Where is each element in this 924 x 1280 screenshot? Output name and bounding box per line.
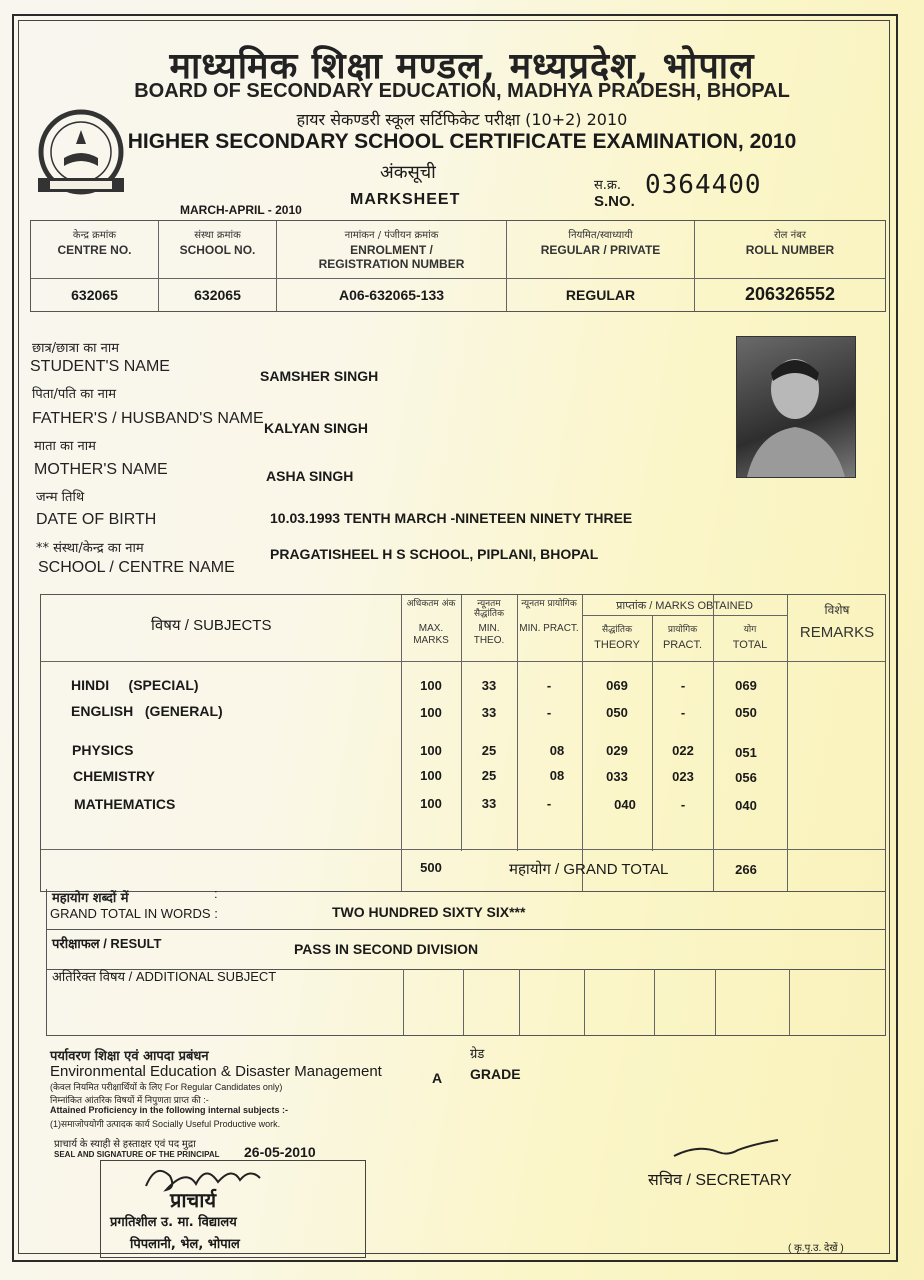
words-colon: : bbox=[214, 886, 218, 901]
additional-subject-label: अतिरिक्त विषय / ADDITIONAL SUBJECT bbox=[52, 969, 277, 984]
total-marks: 069 bbox=[735, 678, 757, 693]
evs-grade: A bbox=[432, 1070, 443, 1086]
practical-marks: 022 bbox=[672, 743, 694, 758]
field-label-hindi: नियमित/स्वाध्यायी bbox=[568, 230, 633, 241]
principal-stamp-school: प्रगतिशील उ. मा. विद्यालय bbox=[110, 1215, 237, 1230]
field-label: SCHOOL NO. bbox=[179, 243, 256, 257]
total-marks: 051 bbox=[735, 745, 757, 760]
evs-label: Environmental Education & Disaster Management bbox=[50, 1063, 382, 1080]
serial-label-hindi: स.क्र. bbox=[594, 178, 622, 193]
min-pract-header-hindi: न्यूनतम प्रायोगिक bbox=[521, 599, 577, 609]
principal-stamp-title: प्राचार्य bbox=[170, 1188, 217, 1212]
min-theory: 25 bbox=[481, 768, 497, 783]
grand-total-value: 266 bbox=[735, 862, 757, 877]
theory-header-hindi: सैद्धांतिक bbox=[602, 625, 632, 635]
student-name: SAMSHER SINGH bbox=[260, 368, 379, 384]
pract-header: PRACT. bbox=[662, 639, 703, 651]
field-label-hindi: नामांकन / पंजीयन क्रमांक bbox=[344, 230, 439, 241]
grand-total-max: 500 bbox=[420, 860, 442, 875]
theory-marks: 029 bbox=[606, 743, 628, 758]
min-practical: 08 bbox=[549, 768, 565, 783]
regular-private-cell bbox=[507, 221, 695, 311]
principal-date: 26-05-2010 bbox=[244, 1144, 316, 1160]
total-header: TOTAL bbox=[732, 639, 768, 651]
board-title-hindi: माध्यमिक शिक्षा मण्डल, मध्यप्रदेश, भोपाल bbox=[169, 45, 755, 87]
serial-number: 0364400 bbox=[645, 170, 762, 200]
practical-marks: - bbox=[680, 797, 686, 812]
field-label: CENTRE NO. bbox=[57, 243, 132, 257]
min-theory: 33 bbox=[481, 678, 497, 693]
evs-label-hindi: पर्यावरण शिक्षा एवं आपदा प्रबंधन bbox=[50, 1049, 209, 1064]
total-marks: 056 bbox=[735, 770, 757, 785]
mother-name: ASHA SINGH bbox=[266, 468, 354, 484]
min-theory: 33 bbox=[481, 705, 497, 720]
grand-total-label: महायोग / GRAND TOTAL bbox=[509, 861, 669, 878]
roll-number-cell bbox=[695, 221, 885, 311]
max-marks: 100 bbox=[420, 705, 442, 720]
theory-marks: 040 bbox=[614, 797, 636, 812]
grade-label: GRADE bbox=[470, 1066, 521, 1082]
field-value: 632065 bbox=[71, 287, 118, 303]
practical-marks: - bbox=[680, 678, 686, 693]
dob-label: DATE OF BIRTH bbox=[36, 511, 157, 528]
subject-name: PHYSICS bbox=[72, 742, 134, 758]
min-practical: - bbox=[546, 796, 552, 811]
field-label-hindi: संस्था क्रमांक bbox=[194, 230, 241, 241]
pract-header-hindi: प्रायोगिक bbox=[667, 625, 698, 635]
total-marks: 050 bbox=[735, 705, 757, 720]
principal-seal-label-hindi: प्राचार्य के स्याही से हस्ताक्षर एवं पद मुद्रा bbox=[54, 1139, 196, 1150]
max-marks: 100 bbox=[420, 796, 442, 811]
remarks-header: REMARKS bbox=[799, 624, 875, 641]
subject-name: MATHEMATICS bbox=[74, 796, 176, 812]
marksheet-title-hindi: अंकसूची bbox=[380, 162, 436, 183]
min-theo-header-hindi: न्यूनतम सैद्धांतिक bbox=[474, 599, 504, 619]
school-name: PRAGATISHEEL H S SCHOOL, PIPLANI, BHOPAL bbox=[270, 546, 599, 562]
subject-name: ENGLISH (GENERAL) bbox=[71, 703, 223, 719]
student-name-label: STUDENT'S NAME bbox=[30, 358, 170, 375]
theory-header: THEORY bbox=[594, 639, 640, 651]
max-marks: 100 bbox=[420, 743, 442, 758]
min-theo-header: MIN. THEO. bbox=[473, 623, 505, 646]
marks-obtained-header: प्राप्तांक / MARKS OBTAINED bbox=[616, 600, 753, 612]
school-name-label: SCHOOL / CENTRE NAME bbox=[38, 559, 235, 576]
marksheet-title-english: MARKSHEET bbox=[350, 191, 461, 208]
field-label: ENROLMENT / REGISTRATION NUMBER bbox=[318, 243, 465, 271]
remarks-header-hindi: विशेष bbox=[824, 603, 850, 617]
total-header-hindi: योग bbox=[743, 625, 757, 635]
field-label: REGULAR / PRIVATE bbox=[540, 243, 661, 257]
centre-no-cell bbox=[31, 221, 159, 311]
mother-name-label-hindi: माता का नाम bbox=[34, 439, 96, 454]
max-header: MAX. MARKS bbox=[413, 623, 449, 646]
min-pract-header: MIN. PRACT. bbox=[519, 623, 579, 634]
field-label-hindi: केन्द्र क्रमांक bbox=[72, 230, 117, 241]
marks-table bbox=[40, 594, 886, 892]
footer-note: ( कृ.पृ.उ. देखें ) bbox=[788, 1243, 844, 1254]
evs-note-supw: (1)समाजोपयोगी उत्पादक कार्य Socially Useful Productive work. bbox=[50, 1119, 281, 1129]
evs-note-hindi: निम्नांकित आंतरिक विषयों में निपुणता प्राप्त की :- bbox=[50, 1095, 209, 1105]
result-label: परीक्षाफल / RESULT bbox=[52, 936, 162, 951]
theory-marks: 069 bbox=[606, 678, 628, 693]
exam-title-hindi: हायर सेकण्डरी स्कूल सर्टिफिकेट परीक्षा (10+2) 2010 bbox=[296, 110, 628, 129]
board-title-english: BOARD OF SECONDARY EDUCATION, MADHYA PRADESH, BHOPAL bbox=[134, 80, 790, 102]
student-photo bbox=[736, 336, 856, 478]
principal-stamp-place: पिपलानी, भेल, भोपाल bbox=[130, 1237, 240, 1252]
min-theory: 25 bbox=[481, 743, 497, 758]
grand-total-words: TWO HUNDRED SIXTY SIX*** bbox=[332, 904, 526, 920]
secretary-label: सचिव / SECRETARY bbox=[648, 1172, 792, 1189]
secretary-signature-icon bbox=[668, 1136, 788, 1166]
student-name-label-hindi: छात्र/छात्रा का नाम bbox=[32, 341, 120, 356]
min-practical: 08 bbox=[549, 743, 565, 758]
words-label-hindi: महायोग शब्दों में bbox=[52, 891, 129, 906]
words-label: GRAND TOTAL IN WORDS : bbox=[50, 906, 218, 921]
max-header-hindi: अधिकतम अंक bbox=[406, 599, 456, 609]
total-marks: 040 bbox=[735, 798, 757, 813]
field-value: A06-632065-133 bbox=[338, 287, 445, 303]
school-no-cell bbox=[159, 221, 277, 311]
principal-seal-label: SEAL AND SIGNATURE OF THE PRINCIPAL bbox=[54, 1150, 220, 1159]
theory-marks: 033 bbox=[606, 769, 628, 784]
min-theory: 33 bbox=[481, 796, 497, 811]
theory-marks: 050 bbox=[606, 705, 628, 720]
mother-name-label: MOTHER'S NAME bbox=[34, 461, 168, 478]
father-name-label-hindi: पिता/पति का नाम bbox=[32, 387, 117, 402]
date-of-birth: 10.03.1993 TENTH MARCH -NINETEEN NINETY THREE bbox=[270, 510, 633, 526]
field-label: ROLL NUMBER bbox=[745, 243, 835, 257]
exam-title-english: HIGHER SECONDARY SCHOOL CERTIFICATE EXAMINATION, 2010 bbox=[127, 130, 797, 153]
evs-note-english: Attained Proficiency in the following internal subjects :- bbox=[50, 1105, 289, 1115]
max-marks: 100 bbox=[420, 678, 442, 693]
subject-name: HINDI (SPECIAL) bbox=[71, 677, 199, 693]
school-name-label-hindi: ** संस्था/केन्द्र का नाम bbox=[36, 541, 144, 556]
max-marks: 100 bbox=[420, 768, 442, 783]
min-practical: - bbox=[546, 705, 552, 720]
dob-label-hindi: जन्म तिथि bbox=[36, 490, 85, 505]
min-practical: - bbox=[546, 678, 552, 693]
exam-session: MARCH-APRIL - 2010 bbox=[180, 203, 302, 217]
field-label-hindi: रोल नंबर bbox=[774, 230, 806, 241]
field-value: 206326552 bbox=[744, 284, 836, 304]
father-name-label: FATHER'S / HUSBAND'S NAME bbox=[32, 410, 264, 427]
subject-name: CHEMISTRY bbox=[73, 768, 155, 784]
enrolment-cell bbox=[277, 221, 507, 311]
practical-marks: - bbox=[680, 705, 686, 720]
practical-marks: 023 bbox=[672, 769, 694, 784]
serial-label-english: S.NO. bbox=[594, 193, 635, 210]
evs-note-regular: (केवल नियमित परीक्षार्थियों के लिए For Regular Candidates only) bbox=[50, 1082, 283, 1092]
field-value: REGULAR bbox=[565, 287, 636, 303]
candidate-id-grid bbox=[30, 220, 886, 312]
subjects-header: विषय / SUBJECTS bbox=[151, 617, 272, 634]
field-value: 632065 bbox=[194, 287, 241, 303]
result-value: PASS IN SECOND DIVISION bbox=[294, 941, 479, 957]
father-name: KALYAN SINGH bbox=[264, 420, 368, 436]
grade-label-hindi: ग्रेड bbox=[470, 1047, 485, 1062]
